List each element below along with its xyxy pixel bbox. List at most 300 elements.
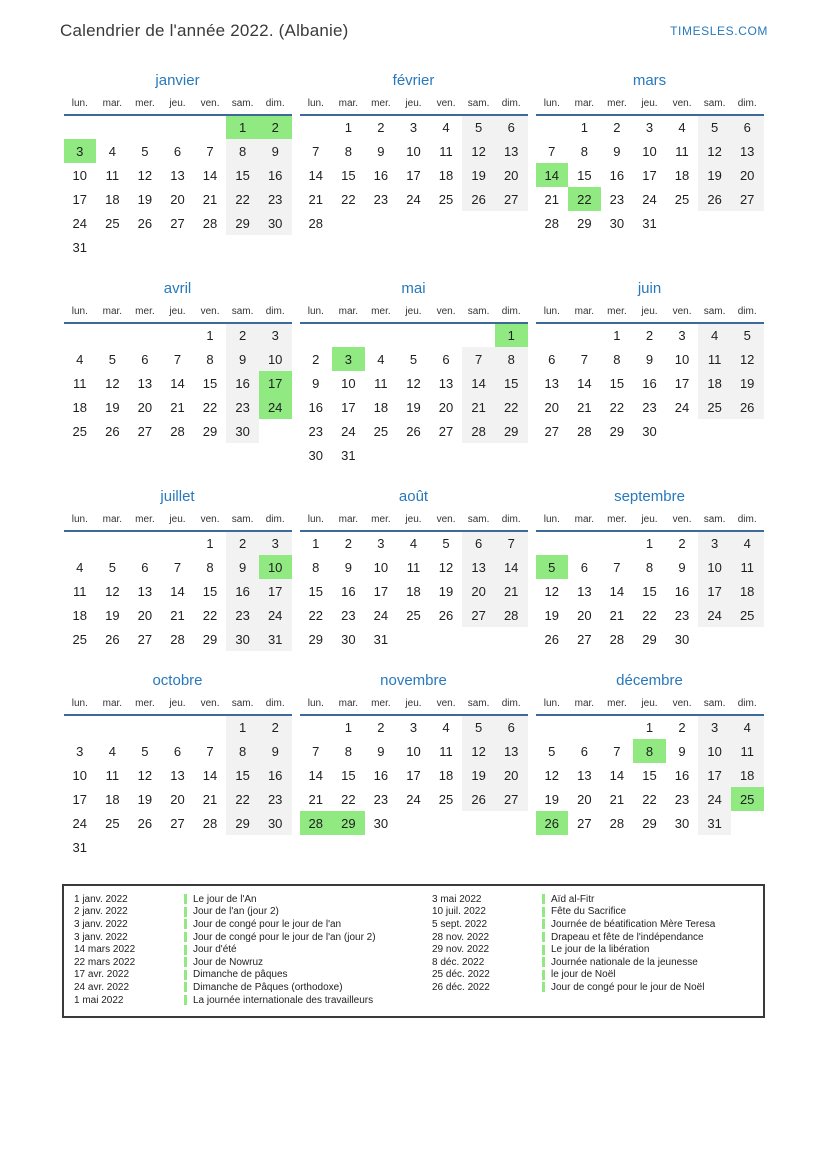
day-cell: 8 bbox=[226, 139, 259, 163]
empty-cell bbox=[495, 443, 528, 467]
day-cell: 23 bbox=[373, 791, 389, 807]
day-cell: 13 bbox=[577, 767, 592, 783]
months-grid bbox=[64, 72, 764, 859]
day-cell: 7 bbox=[548, 143, 556, 159]
page-header bbox=[0, 0, 827, 41]
day-cell: 21 bbox=[202, 191, 218, 207]
day-header-cell: dim. bbox=[731, 696, 764, 715]
day-header-cell: dim. bbox=[495, 696, 528, 715]
empty-cell bbox=[601, 715, 634, 739]
day-cell: 10 bbox=[72, 767, 88, 783]
day-cell: 26 bbox=[105, 423, 120, 439]
day-cell: 10 bbox=[642, 143, 657, 159]
legend-label: Jour de congé pour le jour de Noël bbox=[551, 981, 705, 993]
day-cell: 26 bbox=[406, 423, 421, 439]
empty-cell bbox=[430, 443, 463, 467]
week-row bbox=[300, 787, 528, 811]
week-row bbox=[536, 323, 764, 347]
legend-date: 1 mai 2022 bbox=[74, 994, 124, 1006]
day-cell: 2 bbox=[678, 536, 686, 551]
day-cell: 26 bbox=[438, 607, 454, 623]
empty-cell bbox=[365, 323, 398, 347]
day-cell: 12 bbox=[105, 583, 120, 599]
day-cell: 7 bbox=[173, 351, 182, 367]
day-cell: 11 bbox=[439, 743, 453, 759]
holiday-tick-icon bbox=[184, 932, 187, 942]
month-title: novembre bbox=[380, 672, 447, 689]
holiday-tick-icon bbox=[184, 982, 187, 992]
week-row bbox=[300, 163, 528, 187]
day-cell: 8 bbox=[344, 743, 352, 759]
week-row bbox=[64, 323, 292, 347]
day-cell: 23 bbox=[259, 787, 292, 811]
legend-item bbox=[74, 918, 432, 931]
day-cell: 26 bbox=[731, 395, 764, 419]
month-octobre bbox=[64, 672, 292, 859]
day-cell: 21 bbox=[577, 399, 592, 415]
empty-cell bbox=[731, 211, 764, 235]
day-cell: 10 bbox=[373, 559, 389, 575]
legend-item bbox=[74, 969, 432, 982]
day-cell: 2 bbox=[645, 328, 654, 343]
legend-label: Jour de l'an (jour 2) bbox=[193, 906, 279, 918]
day-header-cell: sam. bbox=[462, 696, 495, 715]
week-row bbox=[536, 555, 764, 579]
legend-date: 3 janv. 2022 bbox=[74, 931, 128, 943]
week-row bbox=[536, 347, 764, 371]
day-cell: 25 bbox=[731, 787, 764, 811]
day-cell: 5 bbox=[536, 555, 569, 579]
day-cell: 15 bbox=[308, 583, 324, 599]
month-septembre bbox=[536, 488, 764, 651]
day-cell: 9 bbox=[377, 743, 385, 759]
day-cell: 29 bbox=[609, 423, 625, 439]
day-cell: 20 bbox=[462, 579, 495, 603]
day-cell: 5 bbox=[462, 715, 495, 739]
day-header-cell: lun. bbox=[300, 96, 333, 115]
day-header-cell: dim. bbox=[495, 512, 528, 531]
day-cell: 22 bbox=[202, 399, 218, 415]
day-cell: 22 bbox=[609, 399, 625, 415]
day-cell: 15 bbox=[226, 763, 259, 787]
day-cell: 9 bbox=[259, 139, 292, 163]
day-header-cell: lun. bbox=[300, 304, 333, 323]
day-cell: 20 bbox=[495, 163, 528, 187]
day-cell: 23 bbox=[373, 191, 389, 207]
month-title: décembre bbox=[616, 672, 683, 689]
legend-label: Journée nationale de la jeunesse bbox=[551, 956, 698, 968]
day-cell: 17 bbox=[259, 371, 292, 395]
day-cell: 6 bbox=[731, 115, 764, 139]
day-cell: 5 bbox=[548, 743, 556, 759]
month-title: juin bbox=[637, 280, 662, 297]
day-cell: 4 bbox=[442, 120, 450, 135]
day-cell: 17 bbox=[373, 583, 389, 599]
week-row bbox=[536, 371, 764, 395]
day-cell: 16 bbox=[609, 167, 625, 183]
day-cell: 15 bbox=[642, 767, 657, 783]
legend-item bbox=[432, 969, 755, 982]
empty-cell bbox=[300, 323, 333, 347]
week-row bbox=[64, 811, 292, 835]
legend-label: Fête du Sacrifice bbox=[551, 906, 627, 918]
day-cell: 8 bbox=[344, 143, 352, 159]
day-cell: 27 bbox=[137, 631, 153, 647]
day-cell: 23 bbox=[226, 395, 259, 419]
day-cell: 8 bbox=[495, 347, 528, 371]
day-cell: 11 bbox=[698, 347, 731, 371]
day-cell: 13 bbox=[438, 375, 454, 391]
day-cell: 16 bbox=[373, 767, 389, 783]
day-cell: 24 bbox=[259, 603, 292, 627]
day-cell: 14 bbox=[308, 167, 324, 183]
day-cell: 28 bbox=[300, 811, 333, 835]
day-cell: 1 bbox=[613, 328, 621, 343]
day-cell: 6 bbox=[173, 143, 182, 159]
day-cell: 27 bbox=[495, 787, 528, 811]
month-avril bbox=[64, 280, 292, 443]
legend-date: 14 mars 2022 bbox=[74, 944, 136, 956]
legend-item bbox=[432, 943, 755, 956]
day-cell: 12 bbox=[462, 139, 495, 163]
day-cell: 20 bbox=[544, 399, 560, 415]
day-header-cell: dim. bbox=[259, 512, 292, 531]
week-row bbox=[64, 187, 292, 211]
day-cell: 16 bbox=[642, 375, 657, 391]
empty-cell bbox=[430, 627, 463, 651]
month-février bbox=[300, 72, 528, 235]
empty-cell bbox=[300, 115, 333, 139]
day-cell: 3 bbox=[76, 743, 84, 759]
week-row bbox=[64, 139, 292, 163]
week-row bbox=[536, 579, 764, 603]
holiday-tick-icon bbox=[184, 919, 187, 929]
day-header-cell: jeu. bbox=[161, 96, 194, 115]
day-cell: 14 bbox=[609, 583, 625, 599]
month-août bbox=[300, 488, 528, 651]
month-title: janvier bbox=[155, 72, 200, 89]
day-cell: 29 bbox=[577, 215, 592, 231]
day-header-cell: dim. bbox=[731, 304, 764, 323]
day-cell: 18 bbox=[731, 763, 764, 787]
day-header-cell: ven. bbox=[430, 304, 463, 323]
day-cell: 15 bbox=[577, 167, 592, 183]
empty-cell bbox=[194, 235, 227, 259]
day-cell: 26 bbox=[536, 811, 569, 835]
month-janvier bbox=[64, 72, 292, 259]
empty-cell bbox=[462, 211, 495, 235]
empty-cell bbox=[495, 211, 528, 235]
day-cell: 16 bbox=[259, 163, 292, 187]
holiday-tick-icon bbox=[542, 932, 545, 942]
empty-cell bbox=[259, 235, 292, 259]
month-table bbox=[536, 696, 764, 835]
day-cell: 17 bbox=[406, 167, 421, 183]
day-cell: 9 bbox=[645, 351, 654, 367]
day-cell: 7 bbox=[495, 531, 528, 555]
empty-cell bbox=[365, 211, 398, 235]
week-row bbox=[300, 371, 528, 395]
day-cell: 13 bbox=[462, 555, 495, 579]
day-cell: 24 bbox=[698, 787, 731, 811]
legend-item bbox=[432, 981, 755, 994]
day-cell: 1 bbox=[580, 120, 588, 135]
day-header-cell: lun. bbox=[536, 96, 569, 115]
day-cell: 7 bbox=[312, 143, 320, 159]
month-table bbox=[536, 512, 764, 651]
day-cell: 11 bbox=[374, 375, 388, 391]
week-row bbox=[64, 419, 292, 443]
week-row bbox=[536, 395, 764, 419]
month-table bbox=[536, 96, 764, 235]
day-header-cell: dim. bbox=[495, 96, 528, 115]
day-header-cell: mer. bbox=[365, 304, 398, 323]
day-cell: 21 bbox=[202, 791, 218, 807]
day-cell: 24 bbox=[406, 191, 421, 207]
day-header-cell: dim. bbox=[259, 96, 292, 115]
day-header-cell: sam. bbox=[226, 304, 259, 323]
empty-cell bbox=[64, 531, 97, 555]
day-cell: 2 bbox=[613, 120, 621, 135]
day-cell: 11 bbox=[73, 375, 87, 391]
holiday-tick-icon bbox=[184, 995, 187, 1005]
legend-date: 2 janv. 2022 bbox=[74, 906, 128, 918]
week-row bbox=[64, 603, 292, 627]
holiday-tick-icon bbox=[542, 907, 545, 917]
day-cell: 1 bbox=[645, 536, 654, 551]
legend-column bbox=[74, 893, 432, 1006]
day-cell: 22 bbox=[495, 395, 528, 419]
month-juin bbox=[536, 280, 764, 443]
day-cell: 29 bbox=[495, 419, 528, 443]
day-header-cell: mer. bbox=[365, 512, 398, 531]
day-cell: 7 bbox=[580, 351, 588, 367]
day-cell: 25 bbox=[406, 607, 421, 623]
empty-cell bbox=[96, 235, 129, 259]
day-cell: 17 bbox=[72, 791, 88, 807]
day-cell: 19 bbox=[406, 399, 421, 415]
empty-cell bbox=[129, 835, 162, 859]
legend-item bbox=[74, 994, 432, 1007]
empty-cell bbox=[129, 115, 162, 139]
week-row bbox=[300, 739, 528, 763]
day-cell: 7 bbox=[613, 743, 621, 759]
day-cell: 2 bbox=[226, 531, 259, 555]
day-cell: 14 bbox=[170, 375, 185, 391]
day-cell: 4 bbox=[409, 536, 418, 551]
day-cell: 2 bbox=[259, 115, 292, 139]
day-cell: 15 bbox=[341, 767, 356, 783]
day-header-cell: sam. bbox=[462, 304, 495, 323]
day-cell: 30 bbox=[226, 419, 259, 443]
day-cell: 12 bbox=[544, 767, 560, 783]
day-header-cell: sam. bbox=[698, 696, 731, 715]
day-cell: 1 bbox=[226, 715, 259, 739]
month-juillet bbox=[64, 488, 292, 651]
day-cell: 4 bbox=[731, 715, 764, 739]
day-header-cell: lun. bbox=[64, 96, 97, 115]
day-cell: 19 bbox=[105, 399, 120, 415]
day-cell: 11 bbox=[105, 167, 120, 183]
empty-cell bbox=[64, 715, 97, 739]
legend-date: 5 sept. 2022 bbox=[432, 918, 488, 930]
day-header-cell: mer. bbox=[365, 696, 398, 715]
day-header-cell: jeu. bbox=[161, 512, 194, 531]
day-cell: 6 bbox=[462, 531, 495, 555]
day-cell: 24 bbox=[373, 607, 389, 623]
day-header-cell: mar. bbox=[96, 304, 129, 323]
empty-cell bbox=[365, 443, 398, 467]
day-cell: 23 bbox=[674, 607, 690, 623]
day-header-cell: ven. bbox=[430, 512, 463, 531]
day-cell: 9 bbox=[613, 143, 621, 159]
week-row bbox=[64, 531, 292, 555]
day-cell: 27 bbox=[170, 815, 185, 831]
day-cell: 30 bbox=[642, 423, 657, 439]
day-cell: 26 bbox=[137, 815, 153, 831]
day-cell: 2 bbox=[377, 720, 385, 735]
day-cell: 8 bbox=[206, 351, 214, 367]
day-header-cell: sam. bbox=[226, 96, 259, 115]
day-cell: 9 bbox=[226, 555, 259, 579]
holiday-tick-icon bbox=[184, 907, 187, 917]
day-header-cell: lun. bbox=[536, 696, 569, 715]
day-cell: 15 bbox=[202, 375, 218, 391]
day-cell: 17 bbox=[698, 763, 731, 787]
day-cell: 24 bbox=[642, 191, 657, 207]
month-table bbox=[64, 512, 292, 651]
day-cell: 13 bbox=[577, 583, 592, 599]
day-cell: 30 bbox=[674, 631, 690, 647]
week-row bbox=[300, 531, 528, 555]
legend-date: 3 janv. 2022 bbox=[74, 918, 128, 930]
month-novembre bbox=[300, 672, 528, 835]
day-cell: 7 bbox=[206, 743, 214, 759]
holidays-legend bbox=[62, 884, 765, 1018]
legend-label: Jour de congé pour le jour de l'an (jour 2) bbox=[193, 931, 376, 943]
holiday-tick-icon bbox=[542, 945, 545, 955]
week-row bbox=[536, 763, 764, 787]
empty-cell bbox=[568, 715, 601, 739]
week-row bbox=[536, 531, 764, 555]
day-header-cell: mer. bbox=[365, 96, 398, 115]
day-cell: 6 bbox=[442, 351, 450, 367]
day-cell: 12 bbox=[406, 375, 421, 391]
empty-cell bbox=[601, 531, 634, 555]
day-cell: 26 bbox=[462, 787, 495, 811]
day-cell: 5 bbox=[462, 115, 495, 139]
day-header-cell: sam. bbox=[226, 696, 259, 715]
day-cell: 10 bbox=[406, 143, 421, 159]
day-header-cell: mar. bbox=[568, 696, 601, 715]
day-cell: 18 bbox=[105, 791, 120, 807]
site-link[interactable]: TIMESLES.COM bbox=[670, 24, 768, 38]
day-cell: 10 bbox=[674, 351, 690, 367]
day-cell: 9 bbox=[259, 739, 292, 763]
day-cell: 19 bbox=[462, 163, 495, 187]
day-cell: 24 bbox=[674, 399, 690, 415]
day-cell: 12 bbox=[137, 767, 153, 783]
day-cell: 8 bbox=[580, 143, 588, 159]
day-header-cell: jeu. bbox=[397, 696, 430, 715]
day-cell: 3 bbox=[409, 120, 418, 135]
day-cell: 27 bbox=[544, 423, 560, 439]
day-cell: 6 bbox=[141, 559, 149, 575]
day-cell: 10 bbox=[259, 347, 292, 371]
day-cell: 23 bbox=[642, 399, 657, 415]
day-cell: 22 bbox=[642, 607, 657, 623]
empty-cell bbox=[161, 715, 194, 739]
week-row bbox=[64, 371, 292, 395]
day-cell: 5 bbox=[698, 115, 731, 139]
month-title: février bbox=[392, 72, 435, 89]
holiday-tick-icon bbox=[184, 945, 187, 955]
day-cell: 3 bbox=[64, 139, 97, 163]
month-title: avril bbox=[163, 280, 192, 297]
week-row bbox=[300, 715, 528, 739]
day-cell: 22 bbox=[341, 191, 356, 207]
day-cell: 2 bbox=[226, 323, 259, 347]
day-cell: 27 bbox=[462, 603, 495, 627]
legend-date: 17 avr. 2022 bbox=[74, 969, 130, 981]
empty-cell bbox=[161, 323, 194, 347]
day-cell: 14 bbox=[202, 767, 218, 783]
week-row bbox=[64, 579, 292, 603]
day-header-cell: mer. bbox=[129, 304, 162, 323]
day-header-cell: sam. bbox=[226, 512, 259, 531]
legend-item bbox=[432, 906, 755, 919]
day-cell: 9 bbox=[377, 143, 385, 159]
empty-cell bbox=[259, 835, 292, 859]
day-cell: 1 bbox=[312, 536, 320, 551]
month-table bbox=[64, 696, 292, 859]
day-cell: 20 bbox=[137, 607, 153, 623]
day-cell: 13 bbox=[170, 767, 185, 783]
day-cell: 4 bbox=[76, 559, 84, 575]
day-cell: 6 bbox=[495, 115, 528, 139]
day-cell: 4 bbox=[731, 531, 764, 555]
day-cell: 18 bbox=[438, 167, 454, 183]
day-cell: 11 bbox=[439, 143, 453, 159]
day-cell: 11 bbox=[731, 739, 764, 763]
day-cell: 31 bbox=[72, 239, 88, 255]
empty-cell bbox=[731, 627, 764, 651]
holiday-tick-icon bbox=[542, 894, 545, 904]
empty-cell bbox=[462, 627, 495, 651]
day-cell: 7 bbox=[462, 347, 495, 371]
day-cell: 13 bbox=[495, 739, 528, 763]
empty-cell bbox=[536, 531, 569, 555]
empty-cell bbox=[698, 211, 731, 235]
empty-cell bbox=[96, 715, 129, 739]
day-cell: 24 bbox=[72, 215, 88, 231]
day-cell: 15 bbox=[609, 375, 625, 391]
day-cell: 25 bbox=[72, 631, 88, 647]
legend-item bbox=[432, 956, 755, 969]
day-cell: 18 bbox=[438, 767, 454, 783]
day-cell: 28 bbox=[202, 215, 218, 231]
empty-cell bbox=[64, 115, 97, 139]
day-cell: 28 bbox=[170, 423, 185, 439]
day-cell: 26 bbox=[105, 631, 120, 647]
day-cell: 24 bbox=[259, 395, 292, 419]
empty-cell bbox=[332, 211, 365, 235]
day-header-cell: mar. bbox=[568, 304, 601, 323]
week-row bbox=[536, 419, 764, 443]
day-cell: 20 bbox=[438, 399, 454, 415]
day-cell: 27 bbox=[577, 815, 592, 831]
week-row bbox=[300, 139, 528, 163]
